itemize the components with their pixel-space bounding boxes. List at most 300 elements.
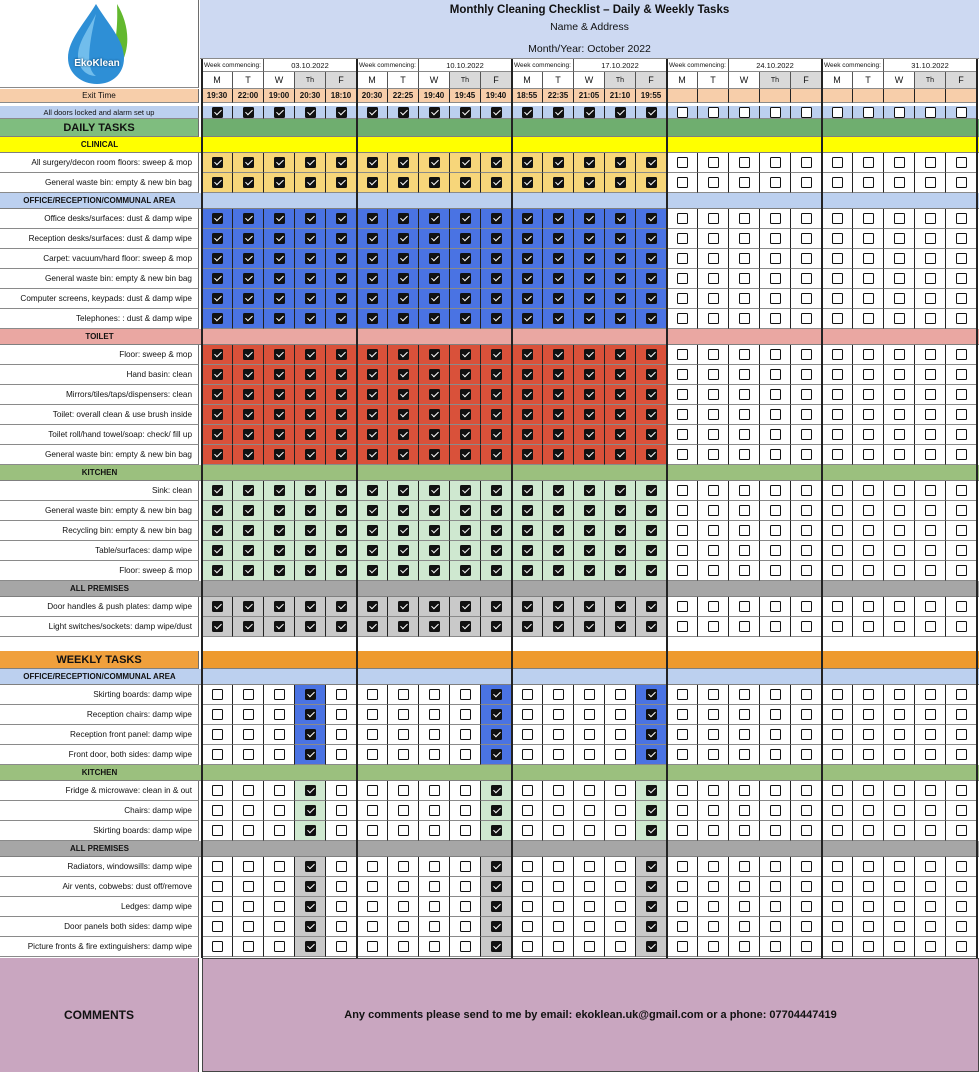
task-checkbox[interactable] xyxy=(553,213,564,224)
task-checkbox[interactable] xyxy=(491,805,502,816)
task-checkbox[interactable] xyxy=(491,709,502,720)
task-checkbox[interactable] xyxy=(770,749,781,760)
task-checkbox[interactable] xyxy=(212,213,223,224)
task-checkbox[interactable] xyxy=(584,233,595,244)
task-checkbox[interactable] xyxy=(243,901,254,912)
task-checkbox[interactable] xyxy=(274,921,285,932)
task-checkbox[interactable] xyxy=(460,881,471,892)
task-checkbox[interactable] xyxy=(584,349,595,360)
task-checkbox[interactable] xyxy=(894,525,905,536)
task-checkbox[interactable] xyxy=(646,861,657,872)
task-checkbox[interactable] xyxy=(615,601,626,612)
task-checkbox[interactable] xyxy=(925,449,936,460)
task-checkbox[interactable] xyxy=(677,785,688,796)
task-checkbox[interactable] xyxy=(460,485,471,496)
task-checkbox[interactable] xyxy=(274,293,285,304)
task-checkbox[interactable] xyxy=(770,565,781,576)
task-checkbox[interactable] xyxy=(584,293,595,304)
task-checkbox[interactable] xyxy=(894,565,905,576)
task-checkbox[interactable] xyxy=(832,621,843,632)
task-checkbox[interactable] xyxy=(894,157,905,168)
task-checkbox[interactable] xyxy=(243,689,254,700)
task-checkbox[interactable] xyxy=(398,861,409,872)
task-checkbox[interactable] xyxy=(305,273,316,284)
task-checkbox[interactable] xyxy=(429,273,440,284)
alarm-checkbox[interactable] xyxy=(739,107,750,118)
task-checkbox[interactable] xyxy=(367,709,378,720)
task-checkbox[interactable] xyxy=(522,729,533,740)
task-checkbox[interactable] xyxy=(677,941,688,952)
task-checkbox[interactable] xyxy=(336,901,347,912)
task-checkbox[interactable] xyxy=(677,213,688,224)
task-checkbox[interactable] xyxy=(336,213,347,224)
task-checkbox[interactable] xyxy=(646,389,657,400)
task-checkbox[interactable] xyxy=(770,689,781,700)
task-checkbox[interactable] xyxy=(894,409,905,420)
task-checkbox[interactable] xyxy=(553,861,564,872)
comments-box[interactable] xyxy=(202,958,979,1072)
task-checkbox[interactable] xyxy=(367,273,378,284)
task-checkbox[interactable] xyxy=(398,881,409,892)
task-checkbox[interactable] xyxy=(863,253,874,264)
task-checkbox[interactable] xyxy=(801,689,812,700)
task-checkbox[interactable] xyxy=(646,565,657,576)
task-checkbox[interactable] xyxy=(739,729,750,740)
task-checkbox[interactable] xyxy=(832,313,843,324)
task-checkbox[interactable] xyxy=(336,709,347,720)
task-checkbox[interactable] xyxy=(522,525,533,536)
task-checkbox[interactable] xyxy=(584,749,595,760)
task-checkbox[interactable] xyxy=(336,825,347,836)
task-checkbox[interactable] xyxy=(770,233,781,244)
task-checkbox[interactable] xyxy=(243,805,254,816)
task-checkbox[interactable] xyxy=(243,369,254,380)
task-checkbox[interactable] xyxy=(646,785,657,796)
task-checkbox[interactable] xyxy=(522,449,533,460)
task-checkbox[interactable] xyxy=(336,157,347,168)
task-checkbox[interactable] xyxy=(460,901,471,912)
task-checkbox[interactable] xyxy=(956,213,967,224)
task-checkbox[interactable] xyxy=(243,621,254,632)
task-checkbox[interactable] xyxy=(584,689,595,700)
task-checkbox[interactable] xyxy=(863,565,874,576)
task-checkbox[interactable] xyxy=(801,389,812,400)
task-checkbox[interactable] xyxy=(243,565,254,576)
task-checkbox[interactable] xyxy=(615,505,626,516)
task-checkbox[interactable] xyxy=(398,749,409,760)
task-checkbox[interactable] xyxy=(367,901,378,912)
task-checkbox[interactable] xyxy=(615,901,626,912)
task-checkbox[interactable] xyxy=(677,349,688,360)
task-checkbox[interactable] xyxy=(863,729,874,740)
task-checkbox[interactable] xyxy=(739,709,750,720)
task-checkbox[interactable] xyxy=(677,805,688,816)
task-checkbox[interactable] xyxy=(708,177,719,188)
task-checkbox[interactable] xyxy=(677,485,688,496)
task-checkbox[interactable] xyxy=(739,601,750,612)
task-checkbox[interactable] xyxy=(863,785,874,796)
task-checkbox[interactable] xyxy=(739,389,750,400)
task-checkbox[interactable] xyxy=(956,689,967,700)
task-checkbox[interactable] xyxy=(336,805,347,816)
task-checkbox[interactable] xyxy=(429,525,440,536)
task-checkbox[interactable] xyxy=(646,253,657,264)
task-checkbox[interactable] xyxy=(243,545,254,556)
task-checkbox[interactable] xyxy=(894,621,905,632)
task-checkbox[interactable] xyxy=(491,921,502,932)
task-checkbox[interactable] xyxy=(305,177,316,188)
task-checkbox[interactable] xyxy=(274,785,285,796)
task-checkbox[interactable] xyxy=(956,749,967,760)
task-checkbox[interactable] xyxy=(584,313,595,324)
task-checkbox[interactable] xyxy=(274,349,285,360)
task-checkbox[interactable] xyxy=(398,293,409,304)
task-checkbox[interactable] xyxy=(739,901,750,912)
task-checkbox[interactable] xyxy=(243,313,254,324)
task-checkbox[interactable] xyxy=(677,601,688,612)
task-checkbox[interactable] xyxy=(212,273,223,284)
task-checkbox[interactable] xyxy=(615,253,626,264)
alarm-checkbox[interactable] xyxy=(398,107,409,118)
task-checkbox[interactable] xyxy=(460,785,471,796)
task-checkbox[interactable] xyxy=(832,429,843,440)
task-checkbox[interactable] xyxy=(894,429,905,440)
task-checkbox[interactable] xyxy=(708,901,719,912)
task-checkbox[interactable] xyxy=(491,565,502,576)
task-checkbox[interactable] xyxy=(274,805,285,816)
task-checkbox[interactable] xyxy=(460,233,471,244)
task-checkbox[interactable] xyxy=(274,749,285,760)
task-checkbox[interactable] xyxy=(212,157,223,168)
task-checkbox[interactable] xyxy=(522,429,533,440)
alarm-checkbox[interactable] xyxy=(274,107,285,118)
task-checkbox[interactable] xyxy=(522,369,533,380)
task-checkbox[interactable] xyxy=(212,349,223,360)
task-checkbox[interactable] xyxy=(336,749,347,760)
task-checkbox[interactable] xyxy=(677,729,688,740)
task-checkbox[interactable] xyxy=(646,825,657,836)
task-checkbox[interactable] xyxy=(708,545,719,556)
task-checkbox[interactable] xyxy=(305,785,316,796)
task-checkbox[interactable] xyxy=(584,409,595,420)
task-checkbox[interactable] xyxy=(367,881,378,892)
task-checkbox[interactable] xyxy=(460,505,471,516)
task-checkbox[interactable] xyxy=(956,861,967,872)
task-checkbox[interactable] xyxy=(460,729,471,740)
task-checkbox[interactable] xyxy=(708,709,719,720)
task-checkbox[interactable] xyxy=(336,881,347,892)
task-checkbox[interactable] xyxy=(274,369,285,380)
task-checkbox[interactable] xyxy=(243,825,254,836)
task-checkbox[interactable] xyxy=(646,525,657,536)
task-checkbox[interactable] xyxy=(956,273,967,284)
task-checkbox[interactable] xyxy=(956,429,967,440)
task-checkbox[interactable] xyxy=(739,369,750,380)
task-checkbox[interactable] xyxy=(956,941,967,952)
task-checkbox[interactable] xyxy=(615,313,626,324)
task-checkbox[interactable] xyxy=(863,881,874,892)
task-checkbox[interactable] xyxy=(739,861,750,872)
task-checkbox[interactable] xyxy=(305,293,316,304)
task-checkbox[interactable] xyxy=(708,601,719,612)
task-checkbox[interactable] xyxy=(646,349,657,360)
task-checkbox[interactable] xyxy=(863,213,874,224)
task-checkbox[interactable] xyxy=(801,449,812,460)
task-checkbox[interactable] xyxy=(894,601,905,612)
task-checkbox[interactable] xyxy=(274,389,285,400)
task-checkbox[interactable] xyxy=(367,293,378,304)
task-checkbox[interactable] xyxy=(336,349,347,360)
task-checkbox[interactable] xyxy=(398,177,409,188)
task-checkbox[interactable] xyxy=(460,213,471,224)
task-checkbox[interactable] xyxy=(243,253,254,264)
task-checkbox[interactable] xyxy=(274,505,285,516)
task-checkbox[interactable] xyxy=(832,485,843,496)
task-checkbox[interactable] xyxy=(925,177,936,188)
task-checkbox[interactable] xyxy=(522,565,533,576)
task-checkbox[interactable] xyxy=(770,157,781,168)
task-checkbox[interactable] xyxy=(677,881,688,892)
task-checkbox[interactable] xyxy=(553,505,564,516)
task-checkbox[interactable] xyxy=(243,709,254,720)
task-checkbox[interactable] xyxy=(429,293,440,304)
task-checkbox[interactable] xyxy=(460,293,471,304)
task-checkbox[interactable] xyxy=(584,525,595,536)
task-checkbox[interactable] xyxy=(646,805,657,816)
task-checkbox[interactable] xyxy=(584,861,595,872)
task-checkbox[interactable] xyxy=(739,349,750,360)
task-checkbox[interactable] xyxy=(646,545,657,556)
task-checkbox[interactable] xyxy=(925,349,936,360)
task-checkbox[interactable] xyxy=(739,213,750,224)
task-checkbox[interactable] xyxy=(305,253,316,264)
task-checkbox[interactable] xyxy=(925,921,936,932)
task-checkbox[interactable] xyxy=(832,921,843,932)
task-checkbox[interactable] xyxy=(429,449,440,460)
task-checkbox[interactable] xyxy=(522,545,533,556)
task-checkbox[interactable] xyxy=(615,545,626,556)
task-checkbox[interactable] xyxy=(894,861,905,872)
task-checkbox[interactable] xyxy=(708,621,719,632)
task-checkbox[interactable] xyxy=(646,601,657,612)
task-checkbox[interactable] xyxy=(522,709,533,720)
task-checkbox[interactable] xyxy=(460,157,471,168)
task-checkbox[interactable] xyxy=(429,749,440,760)
task-checkbox[interactable] xyxy=(491,689,502,700)
task-checkbox[interactable] xyxy=(677,177,688,188)
task-checkbox[interactable] xyxy=(367,429,378,440)
task-checkbox[interactable] xyxy=(491,349,502,360)
task-checkbox[interactable] xyxy=(894,901,905,912)
task-checkbox[interactable] xyxy=(956,505,967,516)
task-checkbox[interactable] xyxy=(832,545,843,556)
task-checkbox[interactable] xyxy=(367,805,378,816)
task-checkbox[interactable] xyxy=(584,213,595,224)
task-checkbox[interactable] xyxy=(677,369,688,380)
task-checkbox[interactable] xyxy=(243,389,254,400)
task-checkbox[interactable] xyxy=(677,709,688,720)
task-checkbox[interactable] xyxy=(770,409,781,420)
task-checkbox[interactable] xyxy=(429,429,440,440)
task-checkbox[interactable] xyxy=(367,449,378,460)
task-checkbox[interactable] xyxy=(553,485,564,496)
task-checkbox[interactable] xyxy=(615,449,626,460)
task-checkbox[interactable] xyxy=(677,825,688,836)
task-checkbox[interactable] xyxy=(801,369,812,380)
task-checkbox[interactable] xyxy=(212,313,223,324)
task-checkbox[interactable] xyxy=(708,785,719,796)
task-checkbox[interactable] xyxy=(522,689,533,700)
task-checkbox[interactable] xyxy=(801,429,812,440)
task-checkbox[interactable] xyxy=(212,901,223,912)
task-checkbox[interactable] xyxy=(770,805,781,816)
task-checkbox[interactable] xyxy=(460,621,471,632)
task-checkbox[interactable] xyxy=(770,349,781,360)
task-checkbox[interactable] xyxy=(398,785,409,796)
task-checkbox[interactable] xyxy=(894,253,905,264)
task-checkbox[interactable] xyxy=(305,749,316,760)
task-checkbox[interactable] xyxy=(615,293,626,304)
task-checkbox[interactable] xyxy=(739,293,750,304)
task-checkbox[interactable] xyxy=(553,273,564,284)
task-checkbox[interactable] xyxy=(336,389,347,400)
task-checkbox[interactable] xyxy=(274,213,285,224)
task-checkbox[interactable] xyxy=(708,941,719,952)
task-checkbox[interactable] xyxy=(863,389,874,400)
task-checkbox[interactable] xyxy=(429,709,440,720)
task-checkbox[interactable] xyxy=(925,881,936,892)
task-checkbox[interactable] xyxy=(367,689,378,700)
task-checkbox[interactable] xyxy=(398,805,409,816)
task-checkbox[interactable] xyxy=(491,213,502,224)
task-checkbox[interactable] xyxy=(615,921,626,932)
task-checkbox[interactable] xyxy=(708,525,719,536)
task-checkbox[interactable] xyxy=(708,213,719,224)
task-checkbox[interactable] xyxy=(677,273,688,284)
task-checkbox[interactable] xyxy=(615,621,626,632)
task-checkbox[interactable] xyxy=(925,709,936,720)
task-checkbox[interactable] xyxy=(677,689,688,700)
task-checkbox[interactable] xyxy=(646,293,657,304)
task-checkbox[interactable] xyxy=(615,689,626,700)
task-checkbox[interactable] xyxy=(925,485,936,496)
task-checkbox[interactable] xyxy=(863,921,874,932)
task-checkbox[interactable] xyxy=(584,565,595,576)
task-checkbox[interactable] xyxy=(212,565,223,576)
task-checkbox[interactable] xyxy=(429,861,440,872)
alarm-checkbox[interactable] xyxy=(584,107,595,118)
task-checkbox[interactable] xyxy=(584,901,595,912)
task-checkbox[interactable] xyxy=(429,785,440,796)
task-checkbox[interactable] xyxy=(956,525,967,536)
task-checkbox[interactable] xyxy=(429,565,440,576)
task-checkbox[interactable] xyxy=(925,805,936,816)
task-checkbox[interactable] xyxy=(336,621,347,632)
task-checkbox[interactable] xyxy=(646,409,657,420)
task-checkbox[interactable] xyxy=(398,601,409,612)
task-checkbox[interactable] xyxy=(677,505,688,516)
task-checkbox[interactable] xyxy=(925,233,936,244)
task-checkbox[interactable] xyxy=(925,861,936,872)
task-checkbox[interactable] xyxy=(522,805,533,816)
task-checkbox[interactable] xyxy=(212,485,223,496)
task-checkbox[interactable] xyxy=(894,729,905,740)
alarm-checkbox[interactable] xyxy=(863,107,874,118)
task-checkbox[interactable] xyxy=(429,177,440,188)
task-checkbox[interactable] xyxy=(956,369,967,380)
task-checkbox[interactable] xyxy=(243,785,254,796)
task-checkbox[interactable] xyxy=(956,901,967,912)
task-checkbox[interactable] xyxy=(491,525,502,536)
task-checkbox[interactable] xyxy=(460,449,471,460)
task-checkbox[interactable] xyxy=(491,485,502,496)
task-checkbox[interactable] xyxy=(956,389,967,400)
task-checkbox[interactable] xyxy=(212,293,223,304)
task-checkbox[interactable] xyxy=(584,785,595,796)
task-checkbox[interactable] xyxy=(646,505,657,516)
task-checkbox[interactable] xyxy=(956,233,967,244)
task-checkbox[interactable] xyxy=(584,921,595,932)
task-checkbox[interactable] xyxy=(832,749,843,760)
task-checkbox[interactable] xyxy=(212,861,223,872)
task-checkbox[interactable] xyxy=(894,881,905,892)
task-checkbox[interactable] xyxy=(460,273,471,284)
task-checkbox[interactable] xyxy=(894,921,905,932)
task-checkbox[interactable] xyxy=(212,449,223,460)
task-checkbox[interactable] xyxy=(615,389,626,400)
task-checkbox[interactable] xyxy=(677,293,688,304)
task-checkbox[interactable] xyxy=(894,749,905,760)
task-checkbox[interactable] xyxy=(832,177,843,188)
task-checkbox[interactable] xyxy=(429,233,440,244)
task-checkbox[interactable] xyxy=(615,881,626,892)
task-checkbox[interactable] xyxy=(305,729,316,740)
task-checkbox[interactable] xyxy=(801,313,812,324)
task-checkbox[interactable] xyxy=(615,177,626,188)
task-checkbox[interactable] xyxy=(615,157,626,168)
task-checkbox[interactable] xyxy=(429,545,440,556)
task-checkbox[interactable] xyxy=(863,449,874,460)
task-checkbox[interactable] xyxy=(708,389,719,400)
task-checkbox[interactable] xyxy=(522,881,533,892)
task-checkbox[interactable] xyxy=(615,785,626,796)
task-checkbox[interactable] xyxy=(305,689,316,700)
task-checkbox[interactable] xyxy=(584,709,595,720)
task-checkbox[interactable] xyxy=(212,729,223,740)
task-checkbox[interactable] xyxy=(801,253,812,264)
task-checkbox[interactable] xyxy=(708,805,719,816)
task-checkbox[interactable] xyxy=(770,921,781,932)
task-checkbox[interactable] xyxy=(398,565,409,576)
task-checkbox[interactable] xyxy=(305,157,316,168)
alarm-checkbox[interactable] xyxy=(925,107,936,118)
task-checkbox[interactable] xyxy=(305,233,316,244)
task-checkbox[interactable] xyxy=(491,369,502,380)
task-checkbox[interactable] xyxy=(553,525,564,536)
task-checkbox[interactable] xyxy=(894,825,905,836)
task-checkbox[interactable] xyxy=(522,861,533,872)
task-checkbox[interactable] xyxy=(770,273,781,284)
task-checkbox[interactable] xyxy=(336,545,347,556)
task-checkbox[interactable] xyxy=(894,709,905,720)
task-checkbox[interactable] xyxy=(863,505,874,516)
task-checkbox[interactable] xyxy=(367,505,378,516)
task-checkbox[interactable] xyxy=(429,213,440,224)
task-checkbox[interactable] xyxy=(460,921,471,932)
task-checkbox[interactable] xyxy=(708,449,719,460)
task-checkbox[interactable] xyxy=(212,621,223,632)
task-checkbox[interactable] xyxy=(677,545,688,556)
